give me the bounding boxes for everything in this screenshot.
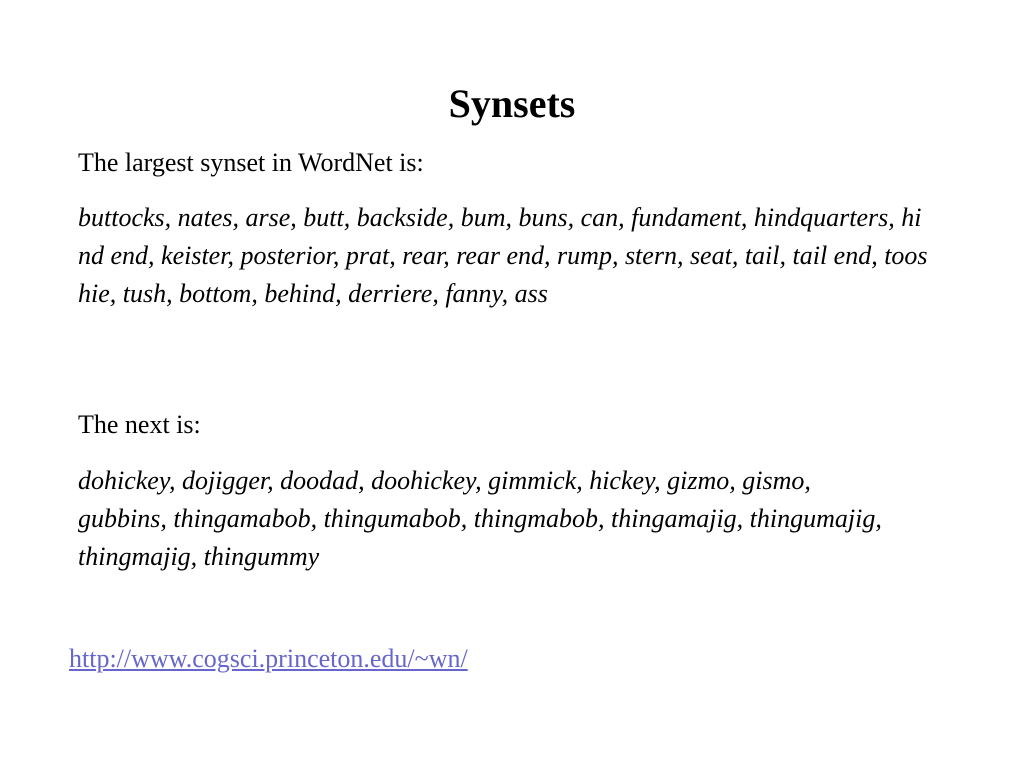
next-synset-label: The next is: [78, 410, 201, 439]
wordnet-link[interactable]: http://www.cogsci.princeton.edu/~wn/ [69, 644, 468, 673]
largest-synset-label: The largest synset in WordNet is: [78, 148, 424, 177]
slide-title: Synsets [448, 81, 576, 126]
next-synset-words: dohickey, dojigger, doodad, doohickey, gimmick, hickey, gizmo, gismo, gubbins, thingamabob, thingumabob, thingmabob, thingamajig, thingumajig, thingmajig, thingummy [78, 466, 882, 571]
largest-synset-words: buttocks, nates, arse, butt, backside, bum, buns, can, fundament, hindquarters, hind end, keister, posterior, prat, rear, rear end, rump, stern, seat, tail, tail end, tooshie, tush, bottom, behind, derriere, fanny, ass [78, 203, 928, 308]
